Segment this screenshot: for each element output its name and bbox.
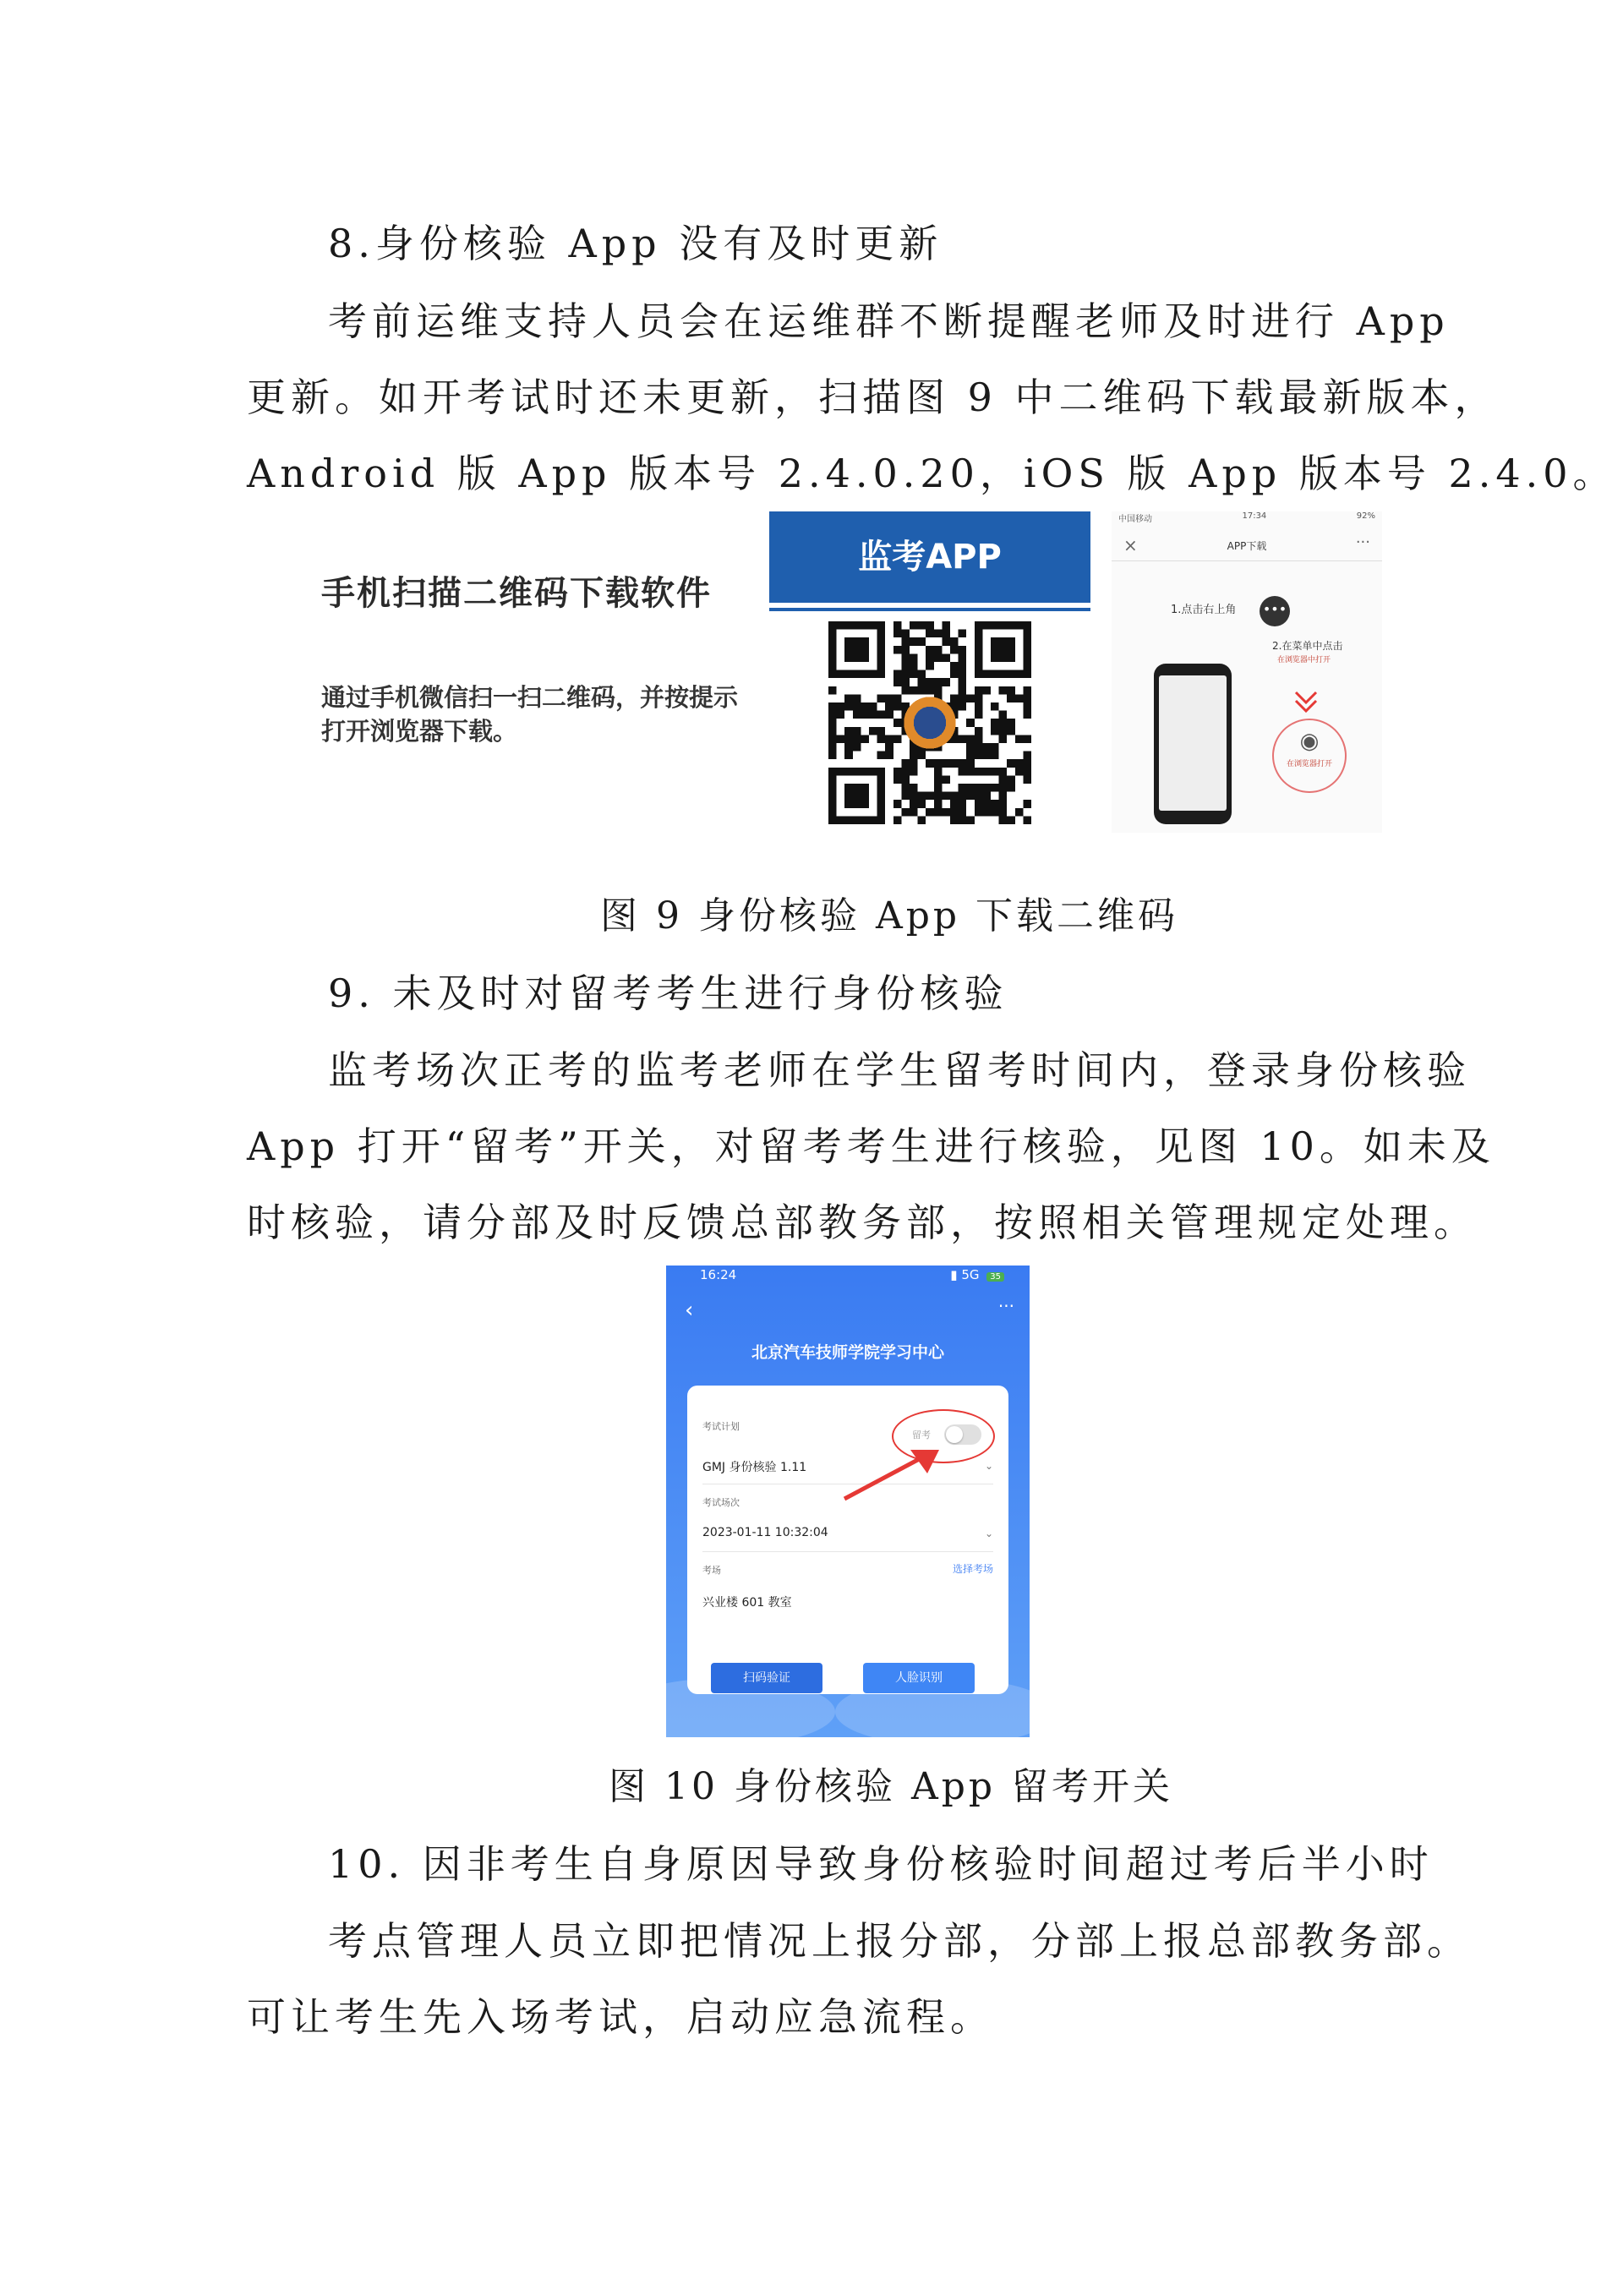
- figure10-caption: 图 10 身份核验 App 留考开关: [609, 1765, 1174, 1808]
- globe-icon: ◉: [1299, 729, 1320, 754]
- figure-9-image: [304, 507, 1386, 837]
- close-icon[interactable]: ×: [1123, 535, 1138, 555]
- phone-status-bar: [1112, 511, 1382, 530]
- red-arrow-icon: [839, 1445, 949, 1504]
- figure9-caption: 图 9 身份核验 App 下载二维码: [600, 894, 1179, 938]
- section9-para-line: 时核验，请分部及时反馈总部教务部，按照相关管理规定处理。: [247, 1200, 1478, 1245]
- battery-label: 92%: [1356, 511, 1375, 521]
- section8-para-line: 考前运维支持人员会在运维群不断提醒老师及时进行 App: [328, 298, 1450, 344]
- figure-10-image: [666, 1266, 1030, 1737]
- session-label: 考试场次: [702, 1497, 740, 1508]
- face-recognition-button[interactable]: 人脸识别: [863, 1663, 975, 1693]
- plan-select[interactable]: GMJ 身份核验 1.11: [702, 1461, 807, 1474]
- figure9-desc: 通过手机微信扫一扫二维码，并按提示打开浏览器下载。: [321, 683, 739, 746]
- battery-badge: 35: [986, 1272, 1004, 1282]
- section9-heading: 9. 未及时对留考考生进行身份核验: [328, 970, 1008, 1016]
- qr-code-icon: [828, 621, 1031, 824]
- phone-appbar: [1112, 530, 1382, 561]
- phone-screenshot: [1112, 511, 1382, 833]
- section8-heading: 8.身份核验 App 没有及时更新: [328, 221, 943, 266]
- step2-label: 2.在菜单中点击: [1272, 640, 1343, 652]
- section8-para-line: Android 版 App 版本号 2.4.0.20，iOS 版 App 版本号 2.4.0。: [247, 451, 1617, 496]
- carrier-label: 中国移动: [1118, 515, 1152, 524]
- more-dots-icon[interactable]: ···: [1355, 533, 1370, 551]
- network-label: 5G: [961, 1267, 980, 1282]
- phone-status-bar: [666, 1266, 1030, 1287]
- section10-para-line: 考点管理人员立即把情况上报分部，分部上报总部教务部。: [328, 1918, 1471, 1964]
- step1-label: 1.点击右上角: [1171, 604, 1237, 616]
- browser-open-badge: [1272, 719, 1347, 793]
- signal-icon: ▮: [950, 1267, 958, 1282]
- network-status: [950, 1267, 1004, 1282]
- section10-para-line: 可让考生先入场考试，启动应急流程。: [247, 1994, 994, 2040]
- plan-label: 考试计划: [702, 1421, 740, 1432]
- section9-para-line: 监考场次正考的监考老师在学生留考时间内，登录身份核验: [328, 1047, 1471, 1093]
- select-room-link[interactable]: 选择考场: [952, 1563, 993, 1575]
- retake-toggle[interactable]: [944, 1424, 981, 1445]
- figure9-banner: 监考APP: [769, 511, 1090, 603]
- section9-para-line: App 打开“留考”开关，对留考考生进行核验，见图 10。如未及: [247, 1123, 1495, 1169]
- step2-sublabel: 在浏览器中打开: [1277, 656, 1331, 664]
- room-label: 考场: [702, 1565, 721, 1576]
- down-arrow-icon: [1289, 689, 1323, 714]
- chevron-down-icon[interactable]: ⌄: [984, 1528, 993, 1539]
- globe-label: 在浏览器打开: [1286, 760, 1332, 768]
- page-title: 北京汽车技师学院学习中心: [751, 1343, 944, 1362]
- room-value: 兴业楼 601 教室: [702, 1596, 792, 1610]
- back-icon[interactable]: ‹: [685, 1298, 694, 1323]
- section10-heading: 10. 因非考生自身原因导致身份核验时间超过考后半小时: [328, 1841, 1434, 1887]
- exam-card: [687, 1386, 1008, 1694]
- figure9-title: 手机扫描二维码下载软件: [321, 574, 712, 613]
- chevron-down-icon[interactable]: ⌄: [984, 1460, 993, 1472]
- more-dots-icon[interactable]: ···: [997, 1296, 1014, 1316]
- session-select[interactable]: 2023-01-11 10:32:04: [702, 1526, 828, 1539]
- smartphone-icon: [1154, 664, 1232, 824]
- appbar-title: APP下载: [1227, 540, 1267, 552]
- status-time: 16:24: [700, 1267, 737, 1282]
- section8-para-line: 更新。如开考试时还未更新，扫描图 9 中二维码下载最新版本，: [247, 374, 1499, 420]
- more-button-icon: •••: [1260, 596, 1290, 626]
- status-time: 17:34: [1242, 511, 1267, 521]
- scan-verify-button[interactable]: 扫码验证: [711, 1663, 822, 1693]
- toggle-label: 留考: [912, 1430, 931, 1440]
